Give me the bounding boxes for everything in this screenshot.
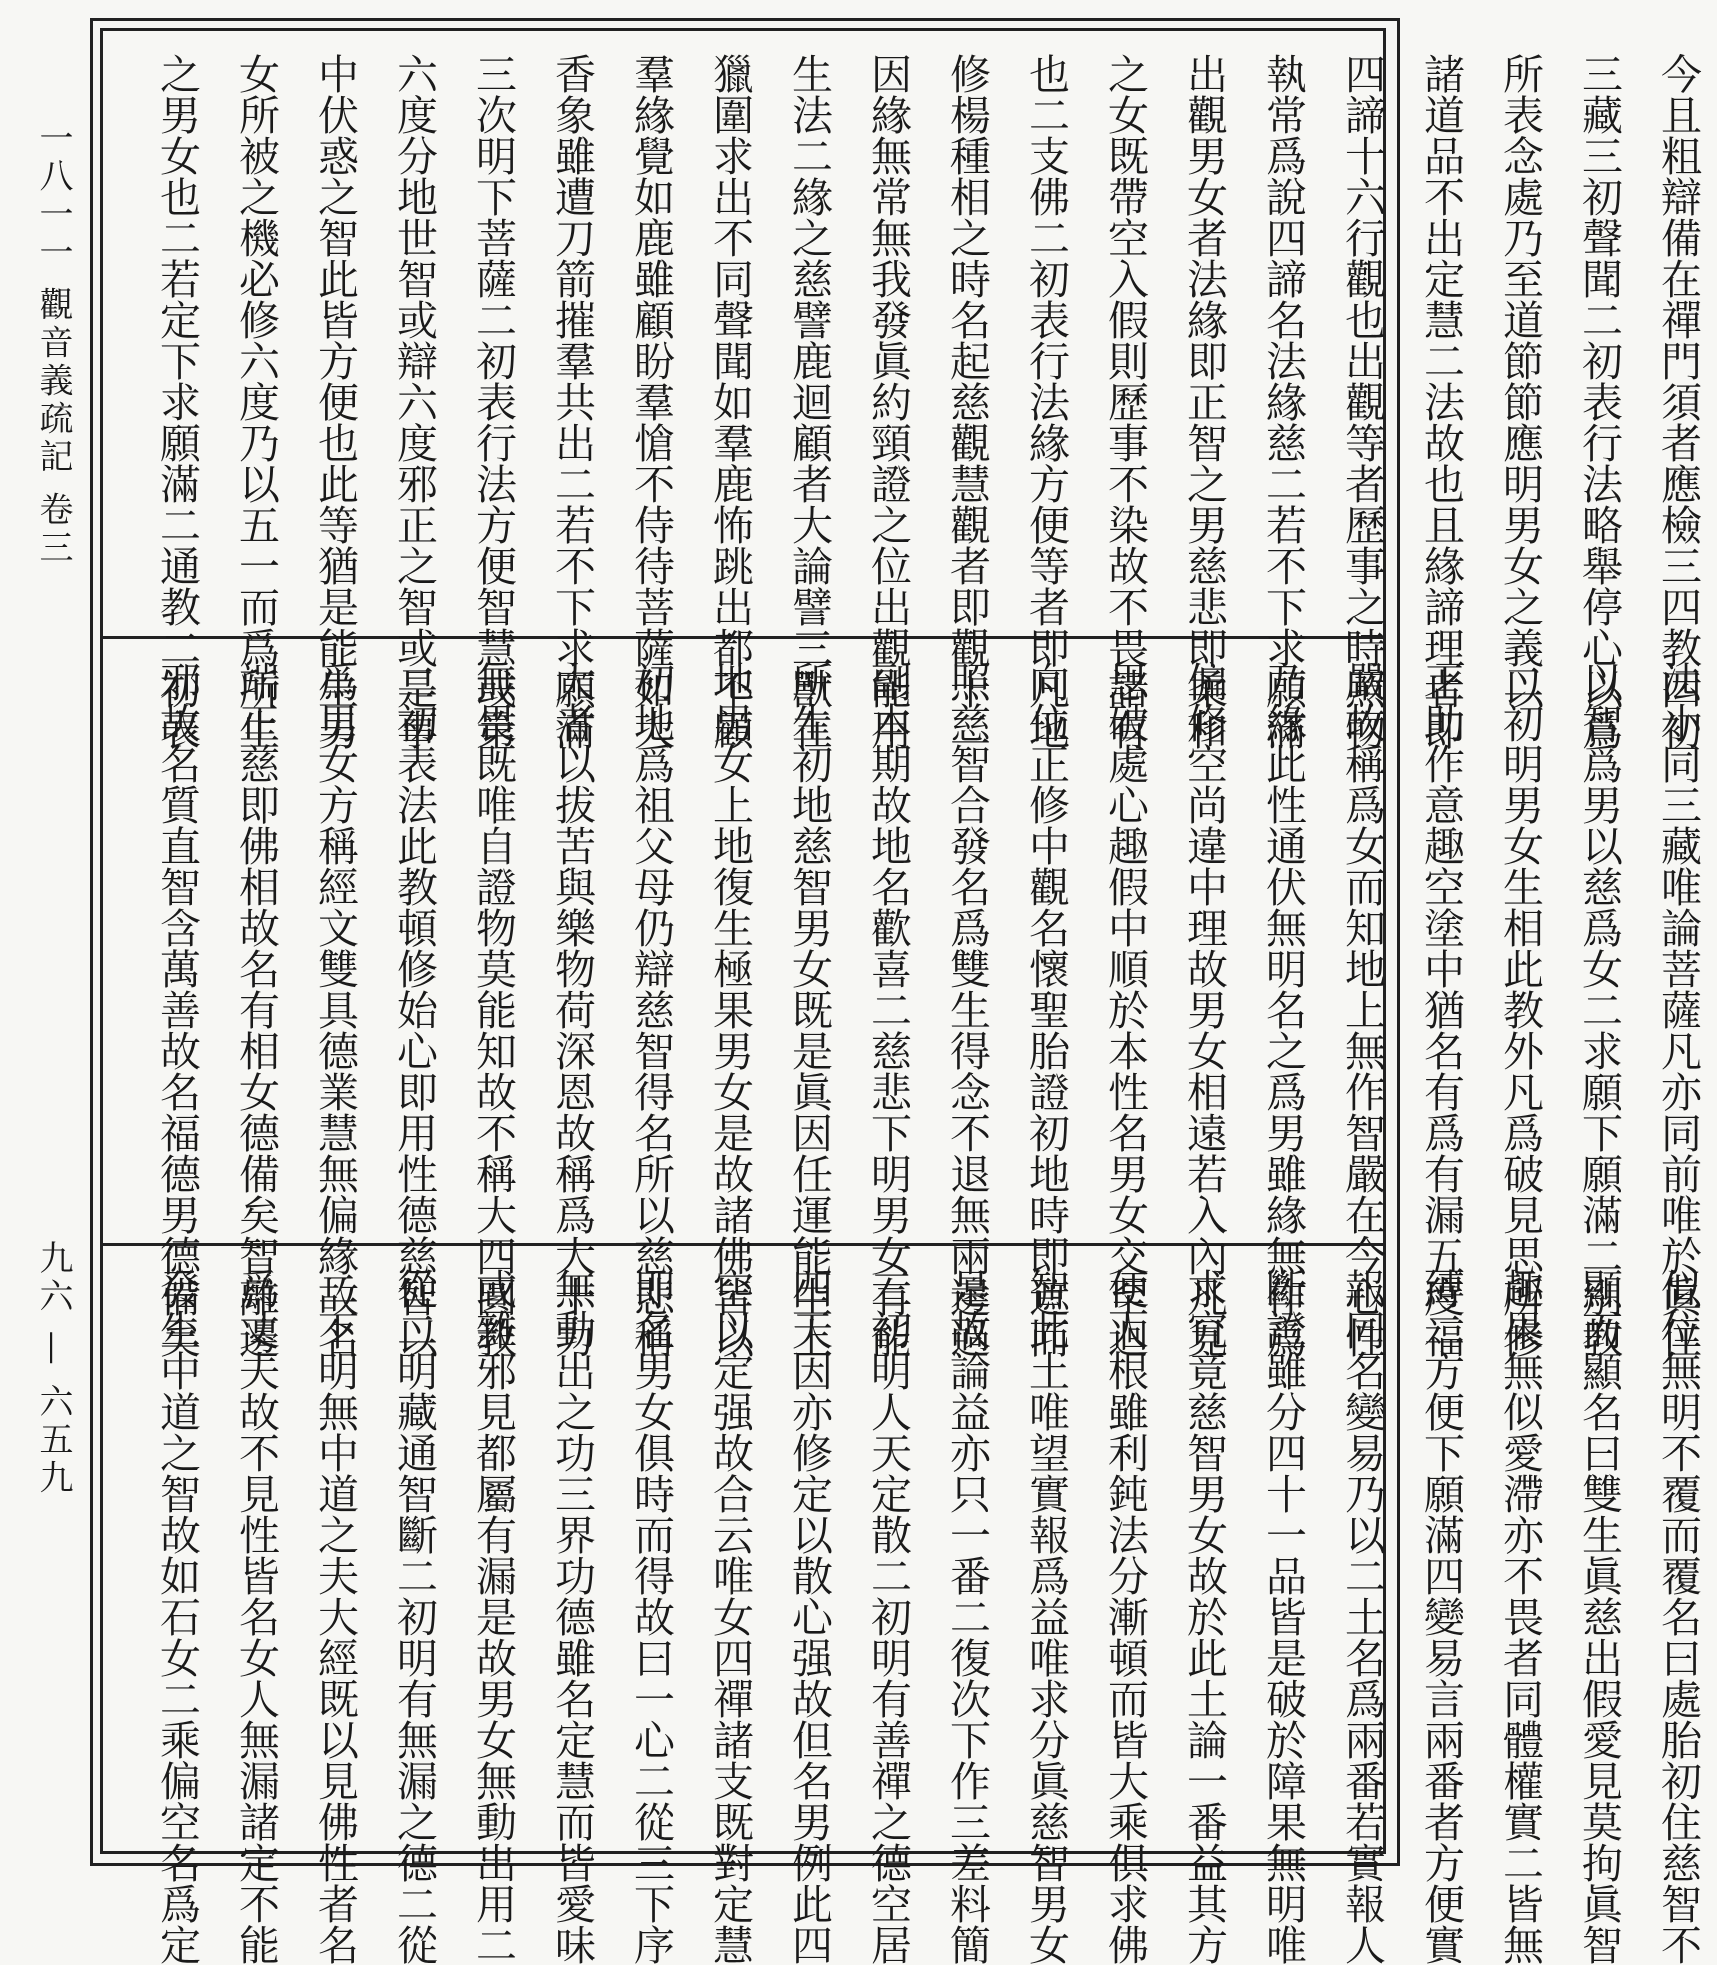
panel-text: 法小同三藏唯論菩薩凡亦同前唯於眞住 以智爲男以慈爲女二求願下願滿二別教 二初明男女生相此教外凡爲破見思所修 正助作意趣空塗中猶名有爲有漏五度福 嚴故稱爲女而知地上無作智嚴在今心性 乃緣此性通伏無明名之爲男雖緣無作爲 偏修空尚違中理故男女相遠若入內凡見 思破處心趣假中順於本性名男女交至迴 向位正修中觀名懷聖胎證初地時即遮而 照慈智合發名爲雙生得念不退無兩邊過 副本期故地名歡喜二慈悲下明男女有能 所生初地慈智男女既是眞因任運能生上 地男女上地復生極果男女是故諸佛皆以 初地爲祖父母仍辯慈智得名所以慈悲稱 大者以拔苦與樂物荷深恩故稱爲大十力 無畏既唯自證物莫能知故不稱大四圓教 二初表法此教頓修始心即用性德慈智以 爲男女方稱經文雙具德業慧無偏緣故名 端正慈即佛相故名有相女德備矣智離邊 邪故名質直智含萬善故名福德男德備矣 xyxy=(153,660,1702,1358)
panel-bottom xyxy=(103,1246,1702,1965)
panel-middle xyxy=(103,639,1702,1358)
margin-page-number: 九六 — 六五九 xyxy=(33,1240,73,1498)
margin-header: 一八一一 觀音義疏記 卷三 xyxy=(33,120,73,568)
panel-text: 似位無明不覆而覆名曰處胎初住慈智不 顯而顯名曰雙生眞慈出假愛見莫拘眞智 趣果無似愛滯亦不畏者同體權實二皆無 縛二方便下願滿四變易言兩番者方便實 報同名變易乃以二土名爲兩番若實報人 斷證雖分四十一品皆是破於障果無明唯 求究竟慈智男女故於此土論一番益其方 便人根雖利鈍法分漸頓而皆大乘俱求佛 智此土唯望實報爲益唯求分眞慈智男女 是故論益亦只一番二復次下作三差料簡 三初明人天定散二初明有善禪之德空居 四天因亦修定以散心强故但名男例此四 空以定强故合云唯女四禪諸支既對定慧 即名男女俱時而得故曰一心二從三下序 無動出之功三界功德雖名定慧而皆愛味 或雜邪見都屬有漏是故男女無動出用二 從二明藏通智斷二初明有無漏之德二從 二下明無中道之夫大經既以見佛性者名 爲丈夫故不見性皆名女人無漏諸定不能 發生中道之智故如石女二乘偏空名爲定 xyxy=(153,1268,1702,1965)
panel-text: 今且粗辯備在禪門須者應檢三四教四初 三藏三初聲聞二初表行法略舉停心以爲 所表念處乃至道節節應明男女之義以 諸道品不出定慧二法故也且緣諦理者即 四諦十六行觀也出觀等者歷事之時照物 執常爲說四諦名法緣慈二若不下求願滿 出觀男女者法緣即正智之男慈悲即柔和 之女既帶空入假則歷事不染故不畏諸有 也二支佛二初表行法緣方便等者即凡地 修楊種相之時名起慈觀慧觀者即觀十二 因緣無常無我發眞約頸證之位出觀能用 生法二緣之慈譬鹿迴顧者大論譬三獸在 獵圍求出不同聲聞如羣鹿怖跳出都不顧 羣緣覺如鹿雖顧盼羣愴不侍待菩薩如大 香象雖遭刀箭摧羣共出二若不下求願滿 三次明下菩薩二初表行法方便智慧或第 六度分地世智或辯六度邪正之智或是事 中伏惑之智此皆方便也此等猶是能生男 女所被之機必修六度乃以五一而爲所生 之男女也二若定下求願滿二通教二初表 xyxy=(153,53,1702,750)
panel-top xyxy=(103,31,1702,750)
page-frame xyxy=(100,28,1702,1965)
